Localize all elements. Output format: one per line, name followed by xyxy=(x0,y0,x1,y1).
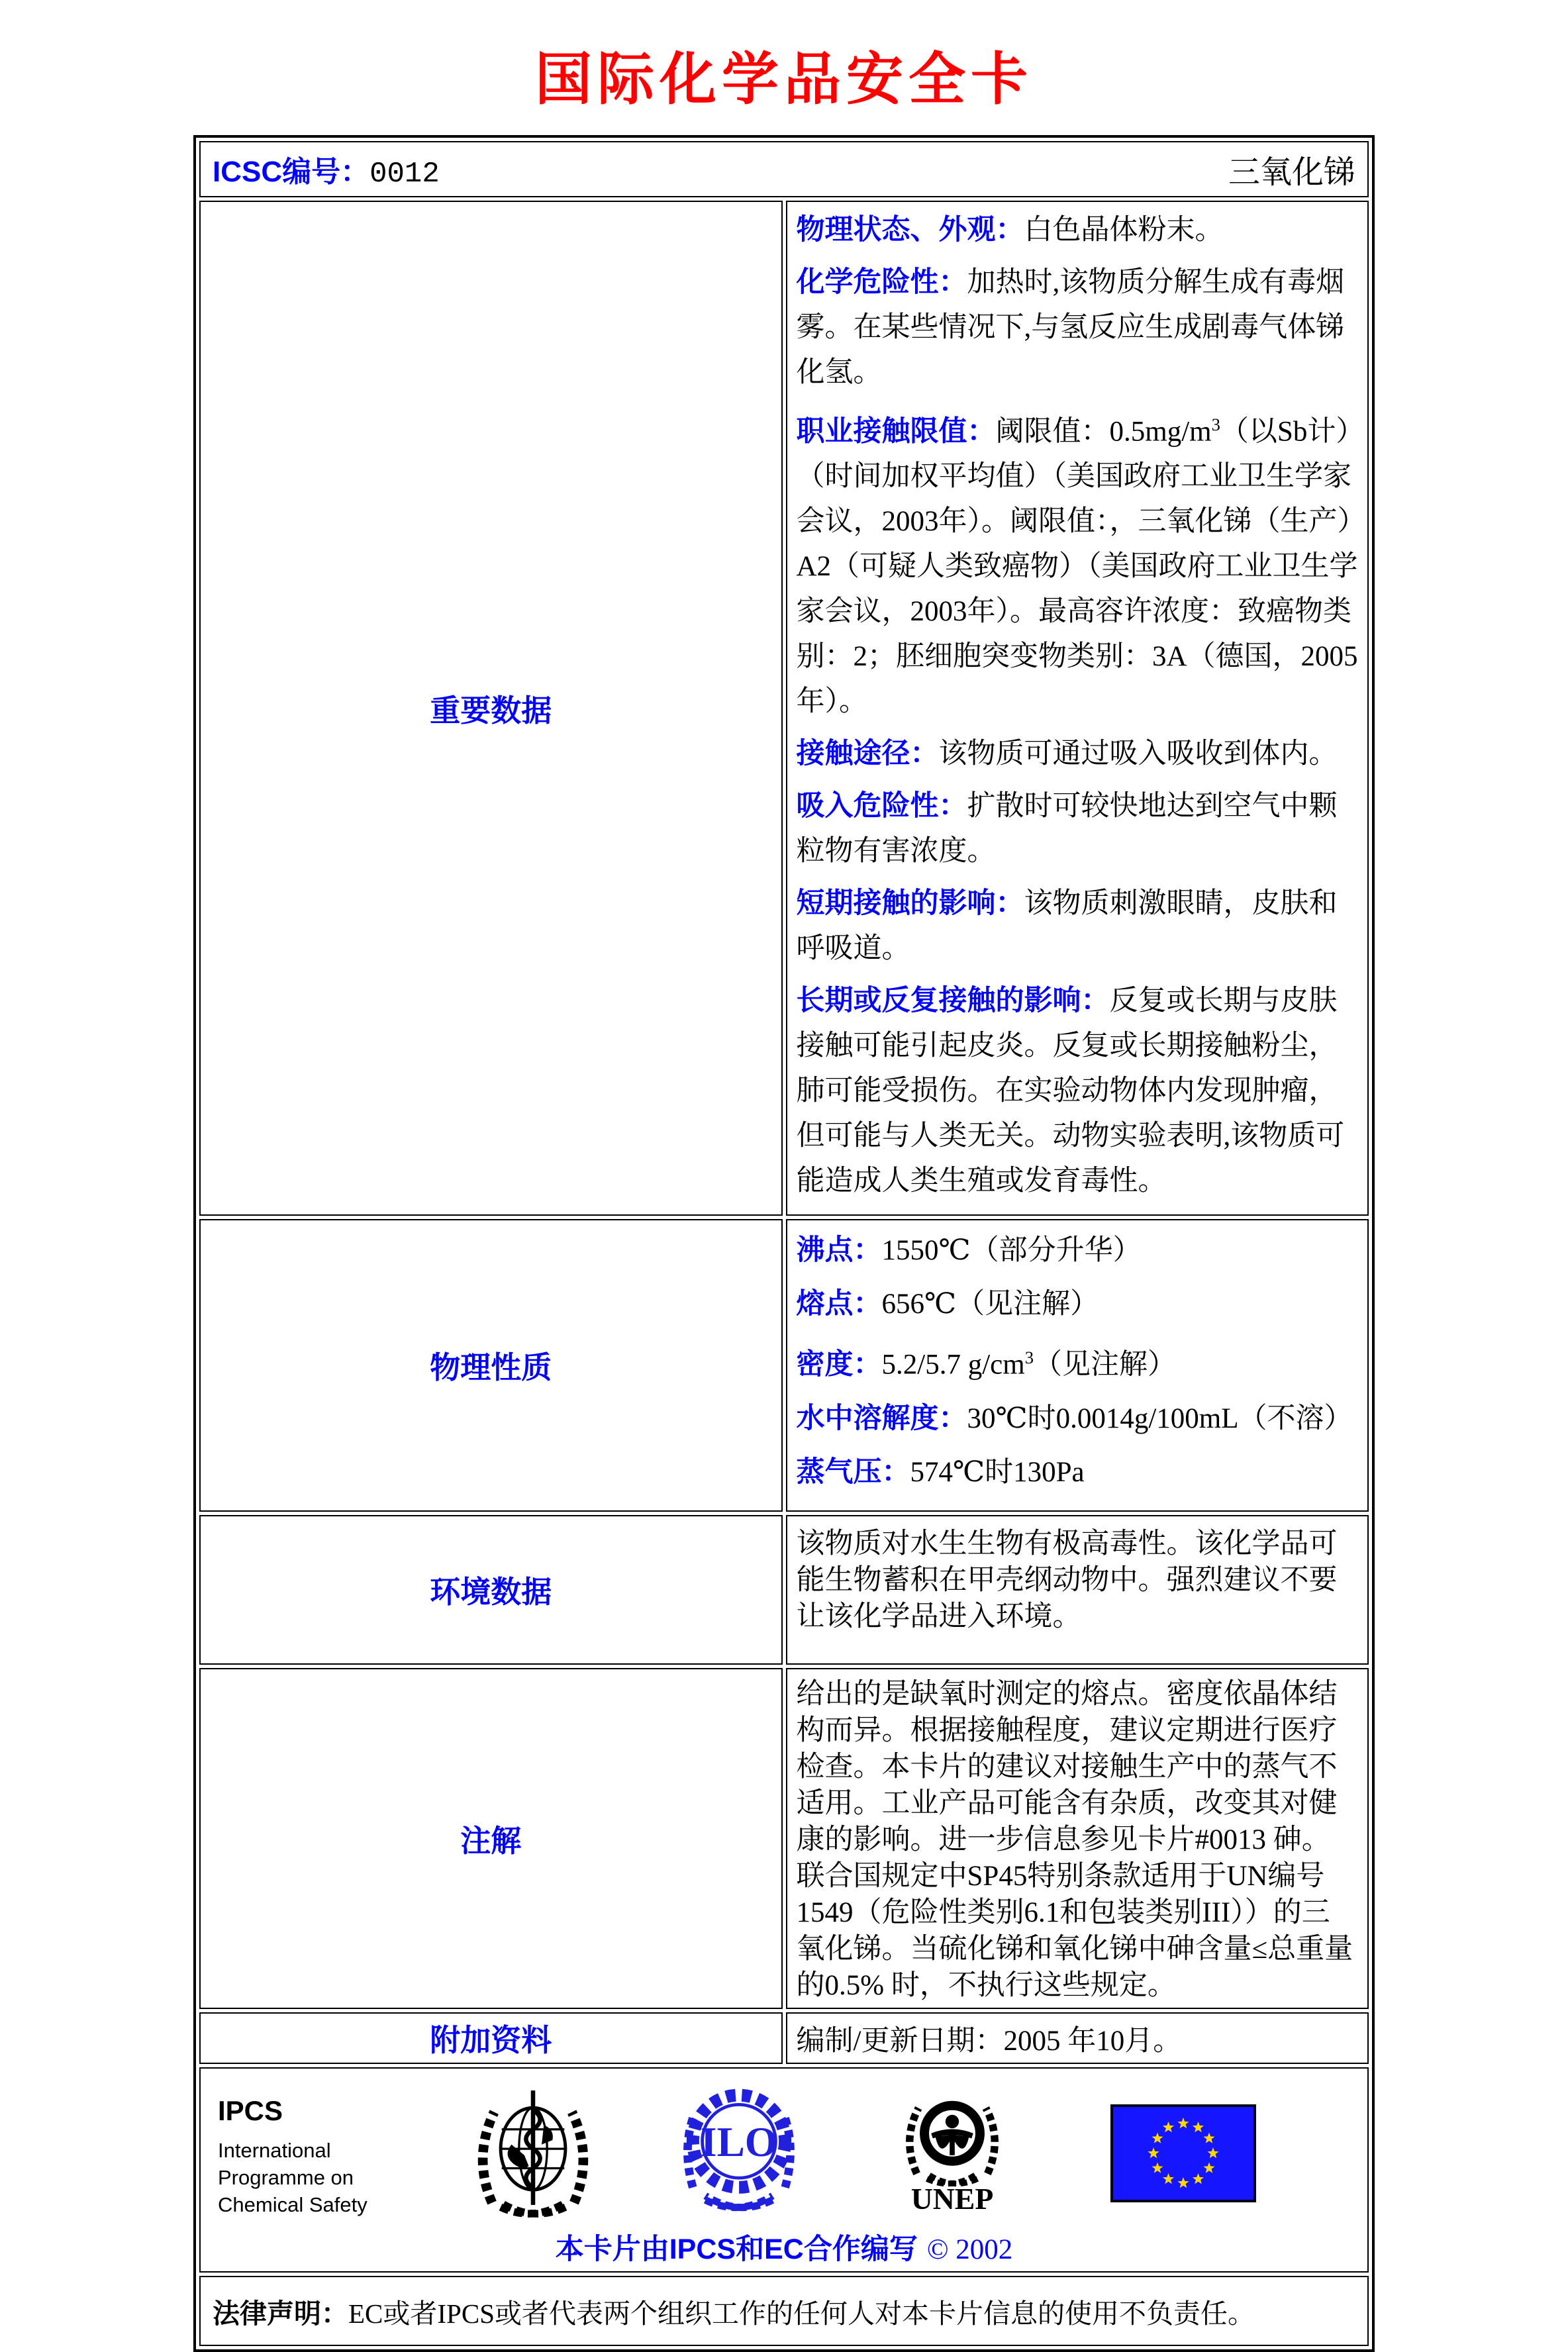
ilo-icon xyxy=(676,2082,802,2223)
ipcs-subtitle-line: International xyxy=(218,2139,331,2163)
field-short-term-effects: 短期接触的影响：该物质刺激眼睛，皮肤和呼吸道。 xyxy=(796,887,1338,965)
page-title: 国际化学品安全卡 xyxy=(535,46,1033,113)
section-label-notes: 注解 xyxy=(199,1668,783,2009)
field-melting-point: 熔点：656℃（见注解） xyxy=(796,1288,1099,1320)
icsc-card-table xyxy=(193,135,1375,2352)
chemical-name: 三氧化锑 xyxy=(1228,155,1355,190)
header-row xyxy=(199,141,1369,197)
field-boiling-point: 沸点：1550℃（部分升华） xyxy=(796,1234,1142,1267)
ilo-label: ILO xyxy=(700,2119,778,2166)
notes-row xyxy=(199,1668,1369,2009)
physical-properties-row xyxy=(199,1219,1369,1512)
field-chemical-danger: 化学危险性：加热时,该物质分解生成有毒烟雾。在某些情况下,与氢反应生成剧毒气体锑化氢。 xyxy=(796,266,1345,388)
legal-notice xyxy=(210,2292,1358,2331)
environmental-data-content: 该物质对水生生物有极高毒性。该化学品可能生物蓄积在甲壳纲动物中。强烈建议不要让该化学品进入环境。 xyxy=(786,1515,1369,1665)
ipcs-subtitle-line: Chemical Safety xyxy=(218,2193,368,2217)
unep-icon xyxy=(893,2082,1011,2218)
section-label-important: 重要数据 xyxy=(199,201,783,1216)
field-density: 密度：5.2/5.7 $g/cm^3$（见注解） xyxy=(796,1348,1177,1381)
environmental-data-row xyxy=(199,1515,1369,1665)
section-label-additional: 附加资料 xyxy=(199,2012,783,2064)
icsc-number-label: ICSC编号： xyxy=(213,156,370,188)
field-long-term-effects: 长期或反复接触的影响：反复或长期与皮肤接触可能引起皮炎。反复或长期接触粉尘，肺可能受损伤。在实验动物体内发现肿瘤，但可能与人类无关。动物实验表明,该物质可能造成人类生殖或发育毒性。 xyxy=(796,985,1345,1197)
field-occupational-limits: 职业接触限值：阈限值：$0.5mg/m^3$（以Sb计）（时间加权平均值）（美国政府工业卫生学家会议，2003年）。阈限值：，三氧化锑（生产）A2（可疑人类致癌物）（美国政府工业卫生学家会议，2003年）。最高容许浓度：致癌物类别：2；胚细胞突变物类别：3A（德国，2005年）。 xyxy=(796,415,1358,718)
unep-label: UNEP xyxy=(910,2182,994,2215)
copyright-text: © 2002 xyxy=(926,2234,1013,2266)
ipcs-title: IPCS xyxy=(218,2095,283,2127)
superscript: 3 xyxy=(1211,415,1220,434)
credit-line xyxy=(210,2227,1358,2267)
eu-flag-icon xyxy=(1110,2104,1256,2206)
section-label-physical: 物理性质 xyxy=(199,1219,783,1512)
legal-notice-text: EC或者IPCS或者代表两个组织工作的任何人对本卡片信息的使用不负责任。 xyxy=(348,2298,1255,2329)
legal-notice-row xyxy=(199,2276,1369,2346)
notes-content: 给出的是缺氧时测定的熔点。密度依晶体结构而异。根据接触程度，建议定期进行医疗检查。本卡片的建议对接触生产中的蒸气不适用。工业产品可能含有杂质，改变其对健康的影响。进一步信息参见卡片#0013 砷。联合国规定中SP45特别条款适用于UN编号1549（危险性类别6.1和包装类别III））的三氧化锑。当硫化锑和氧化锑中砷含量≤总重量的0.5% 时，不执行这些规定。 xyxy=(786,1668,1369,2009)
credit-text: 本卡片由IPCS和EC合作编写 xyxy=(555,2233,918,2266)
logos-row xyxy=(199,2067,1369,2273)
ipcs-subtitle-line: Programme on xyxy=(218,2166,354,2190)
physical-properties-content xyxy=(786,1219,1369,1512)
field-inhalation-risk: 吸入危险性：扩散时可较快地达到空气中颗粒物有害浓度。 xyxy=(796,790,1338,867)
icsc-number-group xyxy=(213,148,440,191)
field-water-solubility: 水中溶解度：30℃时0.0014g/100mL（不溶） xyxy=(796,1402,1353,1434)
section-label-environment: 环境数据 xyxy=(199,1515,783,1665)
ipcs-text-block xyxy=(214,2082,416,2219)
important-data-content xyxy=(786,201,1369,1216)
superscript: 3 xyxy=(1024,1348,1034,1368)
legal-notice-label: 法律声明： xyxy=(213,2298,348,2329)
icsc-number-value: 0012 xyxy=(369,158,440,191)
field-exposure-routes: 接触途径：该物质可通过吸入吸收到体内。 xyxy=(796,738,1338,770)
who-icon xyxy=(468,2082,598,2226)
field-vapor-pressure: 蒸气压：574℃时130Pa xyxy=(796,1455,1085,1488)
field-physical-state: 物理状态、外观：白色晶体粉末。 xyxy=(796,214,1224,246)
additional-info-content: 编制/更新日期：2005 年10月。 xyxy=(786,2012,1369,2064)
additional-info-row xyxy=(199,2012,1369,2064)
important-data-row xyxy=(199,201,1369,1216)
